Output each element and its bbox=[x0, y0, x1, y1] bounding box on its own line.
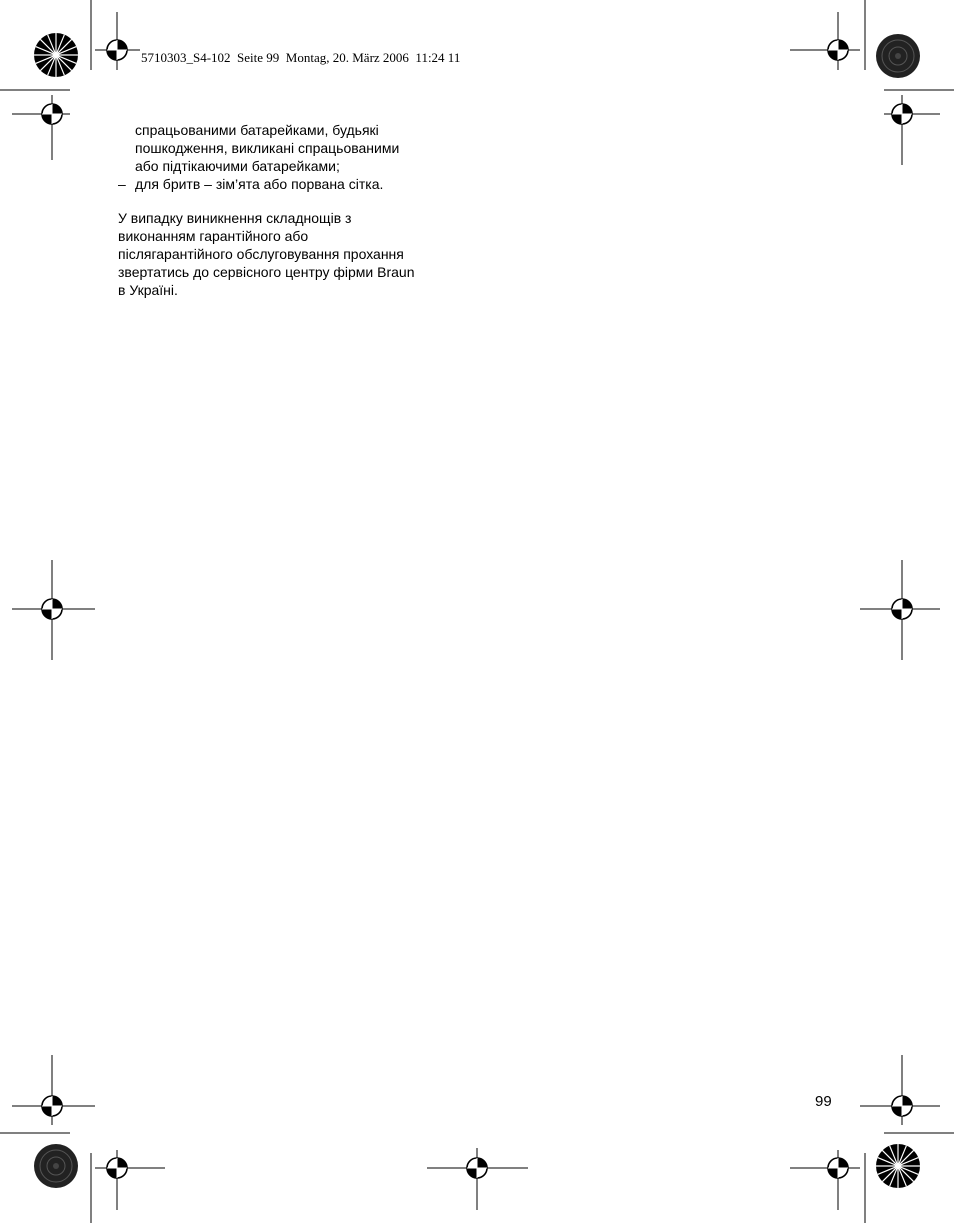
paragraph-line: звертатись до сервісного центру фірми Braun bbox=[118, 264, 415, 280]
continuation-line: або підтікаючими батарейками; bbox=[135, 158, 340, 174]
continuation-line: спрацьованими батарейками, будьякі bbox=[135, 122, 379, 138]
print-slug-line: 5710303_S4-102 Seite 99 Montag, 20. März 2006 11:24 11 bbox=[141, 50, 461, 65]
body-text bbox=[118, 121, 478, 299]
list-dash: – bbox=[118, 176, 126, 192]
service-paragraph bbox=[118, 209, 478, 299]
paragraph-line: виконанням гарантійного або bbox=[118, 228, 309, 244]
list-item bbox=[118, 175, 478, 193]
paragraph-line: в Україні. bbox=[118, 282, 178, 298]
paragraph-line: післягарантійного обслуговування прохання bbox=[118, 246, 404, 262]
paragraph-line: У випадку виникнення складнощів з bbox=[118, 210, 352, 226]
continuation-line: пошкодження, викликані спрацьованими bbox=[135, 140, 400, 156]
list-item-text: для бритв – зім’ята або порвана сітка. bbox=[135, 176, 384, 192]
page-number: 99 bbox=[815, 1093, 832, 1110]
